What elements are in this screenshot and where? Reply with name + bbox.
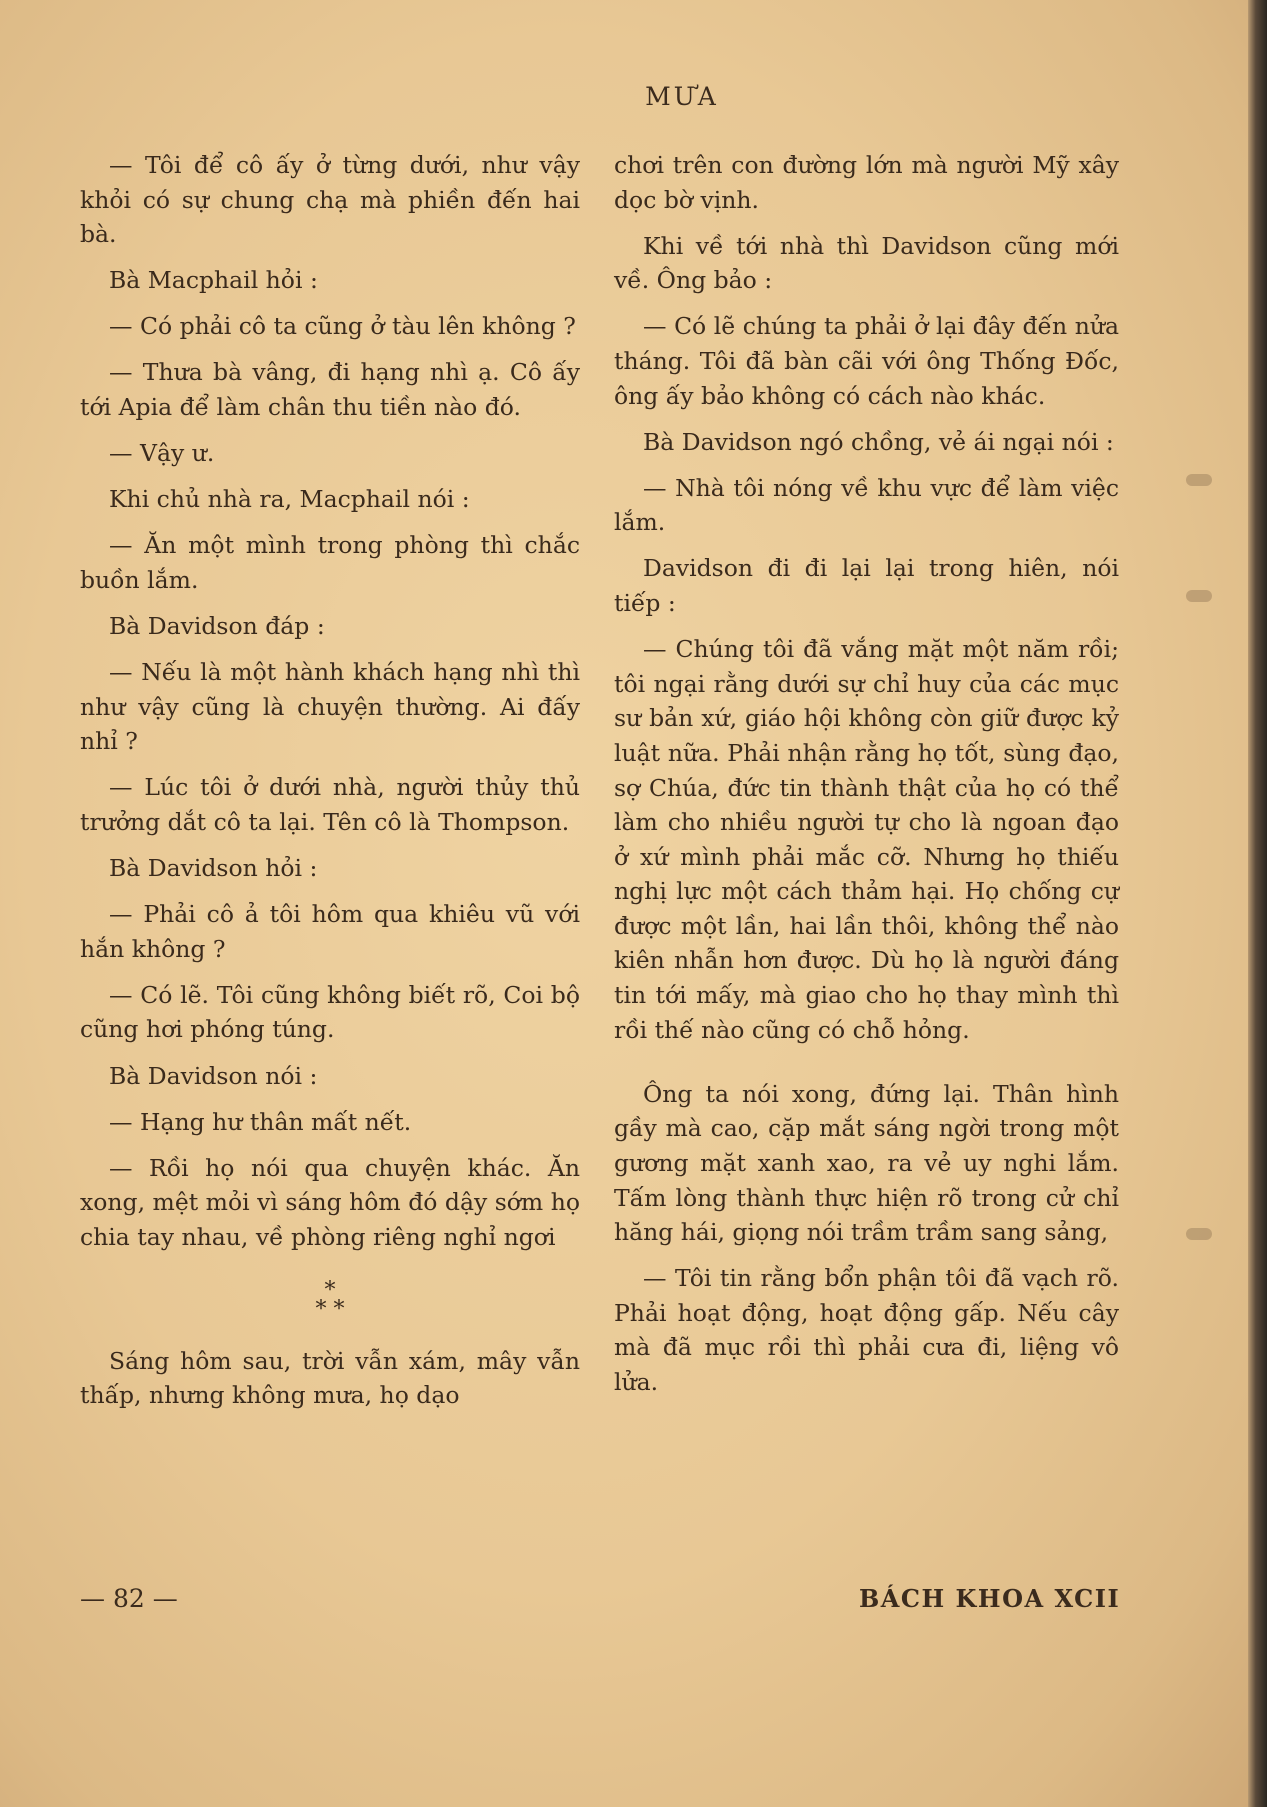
paragraph: Sáng hôm sau, trời vẫn xám, mây vẫn thấp, nhưng không mưa, họ dạo [80, 1346, 580, 1410]
paragraph: — Rồi họ nói qua chuyện khác. Ăn xong, mệt mỏi vì sáng hôm đó dậy sớm họ chia tay nhau, về phòng riêng nghỉ ngơi [80, 1153, 580, 1251]
paragraph: — Hạng hư thân mất nết. [109, 1107, 412, 1136]
scan-edge [1248, 0, 1267, 1807]
paragraph: — Tôi để cô ấy ở từng dưới, như vậy khỏi có sự chung chạ mà phiền đến hai bà. [80, 151, 580, 249]
paragraph: — Tôi tin rằng bổn phận tôi đã vạch rõ. Phải hoạt động, hoạt động gấp. Nếu cây mà đã mục rồi thì phải cưa đi, liệng vô lửa. [614, 1264, 1119, 1396]
paragraph: Bà Davidson đáp : [109, 612, 325, 641]
paragraph: Ông ta nói xong, đứng lại. Thân hình gầy mà cao, cặp mắt sáng ngời trong một gương mặt xanh xao, ra vẻ uy nghi lắm. Tấm lòng thành thực hiện rõ trong cử chỉ hăng hái, giọng nói trầm trầm sang sảng, [614, 1079, 1119, 1247]
paragraph: — Thưa bà vâng, đi hạng nhì ạ. Cô ấy tới Apia để làm chân thu tiền nào đó. [80, 358, 580, 422]
running-head: MƯA [645, 82, 719, 111]
paragraph: Bà Davidson nói : [109, 1061, 318, 1090]
paragraph: Bà Davidson hỏi : [109, 854, 318, 883]
paragraph: chơi trên con đường lớn mà người Mỹ xây dọc bờ vịnh. [614, 151, 1119, 214]
binding-hole-mark [1186, 474, 1212, 486]
paragraph: — Có lẽ. Tôi cũng không biết rõ, Coi bộ cũng hơi phóng túng. [80, 980, 580, 1044]
paragraph: — Vậy ư. [109, 439, 215, 468]
paragraph: — Có lẽ chúng ta phải ở lại đây đến nửa tháng. Tôi đã bàn cãi với ông Thống Đốc, ông ấy bảo không có cách nào khác. [614, 312, 1119, 410]
paragraph: — Lúc tôi ở dưới nhà, người thủy thủ trưởng dắt cô ta lại. Tên cô là Thompson. [80, 773, 580, 836]
paragraph: Khi về tới nhà thì Davidson cũng mới về. Ông bảo : [614, 231, 1119, 295]
right-column [614, 148, 1119, 1411]
page-number: — 82 — [80, 1584, 178, 1613]
paragraph: Khi chủ nhà ra, Macphail nói : [109, 485, 470, 514]
paragraph: — Có phải cô ta cũng ở tàu lên không ? [109, 312, 576, 341]
paragraph: — Nhà tôi nóng về khu vực để làm việc lắm. [614, 473, 1119, 537]
left-column [80, 148, 580, 1424]
journal-title: BÁCH KHOA XCII [859, 1584, 1121, 1613]
section-break-stars: * * [315, 1296, 345, 1322]
section-break-star: * [324, 1277, 336, 1303]
paragraph: — Phải cô ả tôi hôm qua khiêu vũ với hắn không ? [80, 900, 580, 963]
section-break [80, 1277, 580, 1322]
paragraph: — Ăn một mình trong phòng thì chắc buồn lắm. [80, 531, 580, 594]
binding-hole-mark [1186, 1228, 1212, 1240]
binding-hole-mark [1186, 590, 1212, 602]
paragraph: Davidson đi đi lại lại trong hiên, nói tiếp : [614, 554, 1119, 618]
paragraph-gap [614, 1059, 1119, 1077]
paragraph: Bà Macphail hỏi : [109, 266, 318, 295]
paragraph: Bà Davidson ngó chồng, vẻ ái ngại nói : [643, 427, 1114, 456]
paragraph: — Chúng tôi đã vắng mặt một năm rồi; tôi ngại rằng dưới sự chỉ huy của các mục sư bản xứ, giáo hội không còn giữ được kỷ luật nữa. Phải nhận rằng họ tốt, sùng đạo, sợ Chúa, đức tin thành thật của họ có thể làm cho nhiều người tự cho là ngoan đạo ở xứ mình phải mắc cỡ. Nhưng họ thiếu nghị lực một cách thảm hại. Họ chống cự được một lần, hai lần thôi, không thể nào kiên nhẫn hơn được. Dù họ là người đáng tin tới mấy, mà giao cho họ thay mình thì rồi thế nào cũng có chỗ hỏng. [614, 635, 1119, 1044]
paragraph: — Nếu là một hành khách hạng nhì thì như vậy cũng là chuyện thường. Ai đấy nhỉ ? [80, 658, 580, 756]
